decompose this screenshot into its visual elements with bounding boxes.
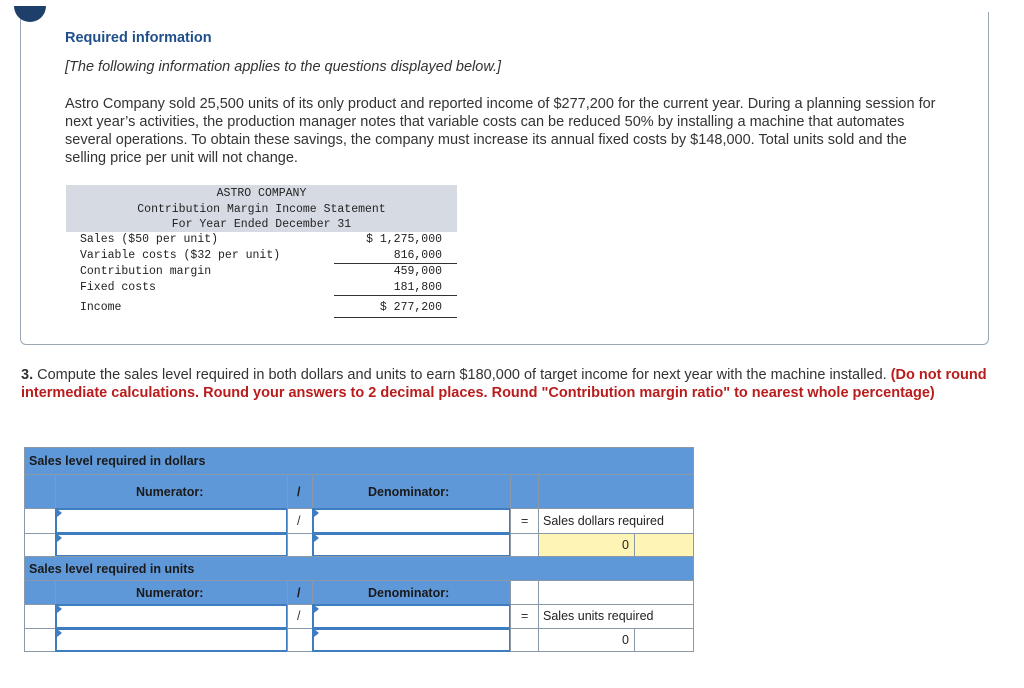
header-blank-cell bbox=[510, 474, 539, 509]
result-extra-cell bbox=[634, 628, 694, 652]
denominator-header bbox=[312, 474, 511, 509]
dollars-numerator-label-input[interactable] bbox=[55, 508, 288, 534]
row-blank-cell bbox=[24, 628, 56, 652]
statement-header bbox=[66, 185, 457, 232]
row-label: Variable costs ($32 per unit) bbox=[80, 249, 281, 262]
divide-cell bbox=[287, 508, 313, 534]
row-value: $ 1,275,000 bbox=[366, 233, 442, 246]
divide-header bbox=[287, 474, 313, 509]
units-denominator-value-input[interactable] bbox=[312, 628, 511, 652]
statement-company: ASTRO COMPANY bbox=[216, 187, 307, 200]
rounding-instructions: (Do not round intermediate calculations. Round your answers to 2 decimal places. Round "Contribution margin ratio" to nearest whole percentage) bbox=[21, 367, 987, 401]
statement-row-sales bbox=[66, 232, 457, 248]
result-label-cell bbox=[538, 508, 694, 534]
sales-dollars-required-label: Sales dollars required bbox=[543, 514, 664, 528]
underline-rule bbox=[334, 295, 457, 296]
dropdown-marker-icon bbox=[57, 605, 62, 613]
header-blank-cell bbox=[24, 580, 56, 605]
statement-row-contribution-margin bbox=[66, 264, 457, 280]
header-blank-cell bbox=[538, 474, 694, 509]
row-label: Contribution margin bbox=[80, 265, 212, 278]
row-value: 459,000 bbox=[393, 265, 442, 278]
units-section-title: Sales level required in units bbox=[29, 562, 195, 576]
dollars-denominator-value-input[interactable] bbox=[312, 533, 511, 557]
equals-symbol: = bbox=[521, 609, 529, 623]
dollars-denominator-label-input[interactable] bbox=[312, 508, 511, 534]
dollars-section-title: Sales level required in dollars bbox=[29, 454, 206, 468]
row-blank-cell bbox=[510, 533, 539, 557]
applies-note: [The following information applies to the questions displayed below.] bbox=[65, 59, 502, 75]
numerator-label: Numerator: bbox=[136, 485, 204, 499]
denominator-label: Denominator: bbox=[368, 485, 450, 499]
header-blank-cell bbox=[510, 580, 539, 605]
divide-symbol: / bbox=[297, 514, 301, 528]
row-blank-cell bbox=[24, 533, 56, 557]
problem-description: Astro Company sold 25,500 units of its only product and reported income of $277,200 for the current year. During a planning session for next year’s activities, the production manager notes that variable costs can be reduced 50% by installing a machine that automates several operations. To obtain these savings, the company must increase its annual fixed costs by $148,000. Total units sold and the selling price per unit will not change. bbox=[65, 96, 936, 166]
divide-cell bbox=[287, 533, 313, 557]
question-3 bbox=[21, 366, 991, 402]
row-value: 816,000 bbox=[393, 249, 442, 262]
statement-row-fixed-costs bbox=[66, 280, 457, 296]
divide-symbol: / bbox=[297, 485, 301, 499]
denominator-header bbox=[312, 580, 511, 605]
header-blank-cell bbox=[538, 580, 694, 605]
row-value: 181,800 bbox=[393, 281, 442, 294]
equals-cell bbox=[510, 508, 539, 534]
dropdown-marker-icon bbox=[57, 629, 62, 637]
required-information-title: Required information bbox=[65, 30, 212, 46]
units-section-header bbox=[24, 556, 694, 581]
dropdown-marker-icon bbox=[57, 534, 62, 542]
dollars-section-header bbox=[24, 447, 694, 475]
dropdown-marker-icon bbox=[314, 534, 319, 542]
equals-symbol: = bbox=[521, 514, 529, 528]
equals-cell bbox=[510, 604, 539, 629]
question-text: Compute the sales level required in both dollars and units to earn $180,000 of target income for next year with the machine installed. bbox=[33, 367, 891, 383]
divide-cell bbox=[287, 604, 313, 629]
dollars-numerator-value-input[interactable] bbox=[55, 533, 288, 557]
row-label: Fixed costs bbox=[80, 281, 156, 294]
numerator-header bbox=[55, 580, 288, 605]
divide-symbol: / bbox=[297, 586, 301, 600]
statement-row-variable-costs bbox=[66, 248, 457, 264]
statement-period: For Year Ended December 31 bbox=[171, 218, 352, 231]
dropdown-marker-icon bbox=[314, 629, 319, 637]
result-value: 0 bbox=[622, 538, 629, 552]
result-value: 0 bbox=[622, 633, 629, 647]
row-label: Income bbox=[80, 301, 122, 314]
numerator-label: Numerator: bbox=[136, 586, 204, 600]
income-statement bbox=[66, 185, 457, 318]
units-numerator-value-input[interactable] bbox=[55, 628, 288, 652]
result-extra-cell bbox=[634, 533, 694, 557]
dropdown-marker-icon bbox=[314, 605, 319, 613]
units-numerator-label-input[interactable] bbox=[55, 604, 288, 629]
row-value: $ 277,200 bbox=[379, 301, 442, 314]
divide-symbol: / bbox=[297, 609, 301, 623]
units-denominator-label-input[interactable] bbox=[312, 604, 511, 629]
dropdown-marker-icon bbox=[314, 509, 319, 517]
row-blank-cell bbox=[24, 604, 56, 629]
row-label: Sales ($50 per unit) bbox=[80, 233, 219, 246]
row-blank-cell bbox=[510, 628, 539, 652]
result-label-cell bbox=[538, 604, 694, 629]
sales-units-required-value bbox=[538, 628, 635, 652]
row-blank-cell bbox=[24, 508, 56, 534]
divide-header bbox=[287, 580, 313, 605]
double-underline-rule bbox=[334, 317, 457, 318]
divide-cell bbox=[287, 628, 313, 652]
dropdown-marker-icon bbox=[57, 509, 62, 517]
statement-row-income bbox=[66, 298, 457, 318]
denominator-label: Denominator: bbox=[368, 586, 450, 600]
sales-units-required-label: Sales units required bbox=[543, 609, 654, 623]
statement-name: Contribution Margin Income Statement bbox=[137, 202, 386, 216]
header-blank-cell bbox=[24, 474, 56, 509]
numerator-header bbox=[55, 474, 288, 509]
sales-dollars-required-value bbox=[538, 533, 635, 557]
question-number: 3. bbox=[21, 367, 34, 383]
